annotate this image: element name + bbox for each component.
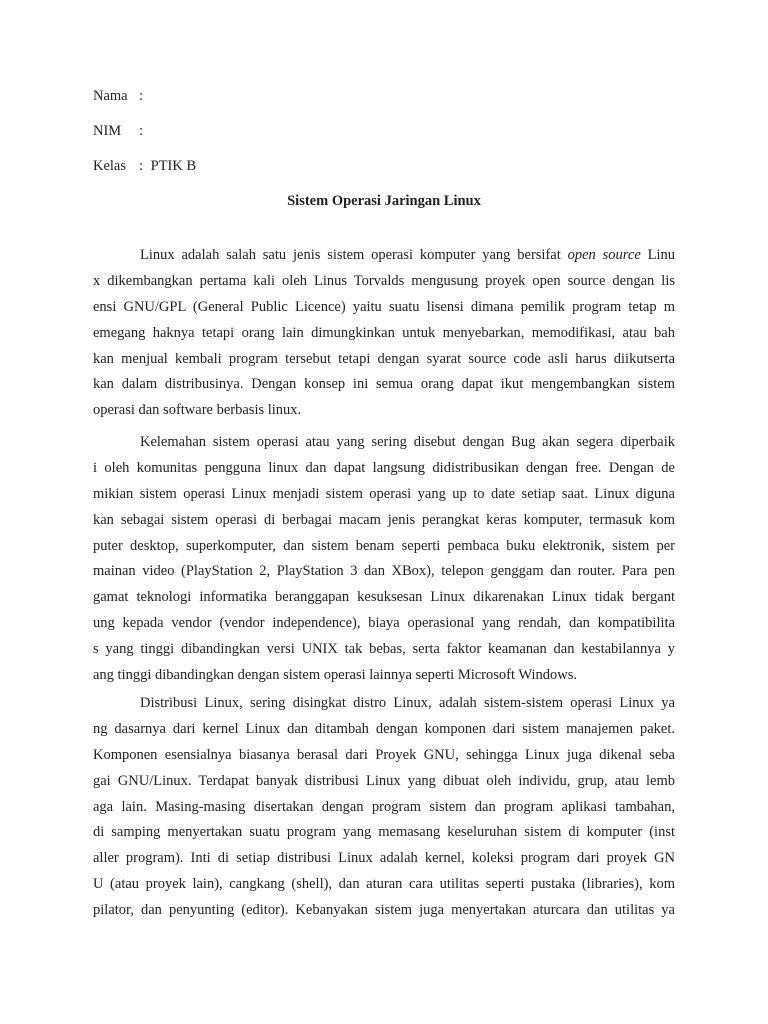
- paragraph-line: ng dasarnya dari kernel Linux dan ditambah dengan komponen dari sistem manajemen paket.: [93, 720, 675, 737]
- paragraph-line: s yang tinggi dibandingkan versi UNIX tak bebas, serta faktor keamanan dan kestabilannya y: [93, 641, 675, 658]
- paragraph-3: [93, 691, 675, 924]
- paragraph-line: Komponen esensialnya biasanya berasal dari Proyek GNU, sehingga Linux juga dikenal seba: [93, 746, 675, 763]
- nim-label: NIM: [93, 123, 122, 139]
- text-run: Linux adalah salah satu jenis sistem operasi komputer yang bersifat: [140, 247, 568, 263]
- paragraph-line: gai GNU/Linux. Terdapat banyak distribusi Linux yang dibuat oleh individu, grup, atau lemb: [93, 772, 675, 789]
- nim-field: [93, 121, 147, 141]
- text-run: Linu: [640, 247, 675, 263]
- paragraph-line: mainan video (PlayStation 2, PlayStation 3 dan XBox), telepon genggam dan router. Para pen: [93, 563, 675, 580]
- paragraph-line: Distribusi Linux, sering disingkat distro Linux, adalah sistem-sistem operasi Linux ya: [140, 695, 675, 711]
- paragraph-line: ung kepada vendor (vendor independence), biaya operasional yang rendah, dan kompatibilita: [93, 615, 675, 632]
- paragraph-line: gamat teknologi informatika beranggapan kesuksesan Linux dikarenakan Linux tidak bergant: [93, 589, 675, 606]
- kelas-field: [93, 156, 196, 176]
- nama-label: Nama: [93, 88, 128, 104]
- kelas-label: Kelas: [93, 158, 127, 174]
- italic-text: open source: [567, 247, 641, 263]
- paragraph-line: ensi GNU/GPL (General Public Licence) yaitu suatu lisensi dimana pemilik program tetap m: [93, 298, 675, 315]
- paragraph-line: i oleh komunitas pengguna linux dan dapat langsung didistribusikan dengan free. Dengan de: [93, 459, 675, 476]
- nim-colon: :: [139, 123, 144, 139]
- paragraph-line: operasi dan software berbasis linux.: [93, 402, 302, 419]
- paragraph-line: aga lain. Masing-masing disertakan dengan program sistem dan program aplikasi tambahan,: [93, 798, 675, 815]
- document-title: Sistem Operasi Jaringan Linux: [287, 193, 481, 209]
- paragraph-line: kan menjual kembali program tersebut tetapi dengan syarat source code asli harus diikutserta: [93, 350, 675, 367]
- paragraph-line: aller program). Inti di setiap distribusi Linux adalah kernel, koleksi program dari proyek GN: [93, 850, 675, 867]
- paragraph-line: di samping menyertakan suatu program yang memasang keseluruhan sistem di komputer (inst: [93, 824, 675, 841]
- paragraph-line: x dikembangkan pertama kali oleh Linus Torvalds mengusung proyek open source dengan lis: [93, 272, 675, 289]
- paragraph-line: puter desktop, superkomputer, dan sistem benam seperti pembaca buku elektronik, sistem per: [93, 537, 675, 554]
- paragraph-line: ang tinggi dibandingkan dengan sistem operasi lainnya seperti Microsoft Windows.: [93, 667, 578, 684]
- kelas-colon: :: [139, 158, 144, 174]
- kelas-value: PTIK B: [150, 158, 197, 174]
- paragraph-line: Kelemahan sistem operasi atau yang sering disebut dengan Bug akan segera diperbaik: [140, 434, 675, 450]
- paragraph-line: U (atau proyek lain), cangkang (shell), dan aturan cara utilitas seperti pustaka (libraries), kom: [93, 876, 675, 893]
- paragraph-line: [93, 243, 675, 269]
- paragraph-line: mikian sistem operasi Linux menjadi sistem operasi yang up to date setiap saat. Linux diguna: [93, 485, 675, 502]
- paragraph-1: [93, 243, 675, 424]
- paragraph-line: emegang haknya tetapi orang lain dimungkinkan untuk menyebarkan, memodifikasi, atau bah: [93, 324, 675, 341]
- paragraph-line: kan sebagai sistem operasi di berbagai macam jenis perangkat keras komputer, termasuk kom: [93, 511, 675, 528]
- nama-field: [93, 86, 147, 106]
- paragraph-2: [93, 430, 675, 689]
- paragraph-line: kan dalam distribusinya. Dengan konsep ini semua orang dapat ikut mengembangkan sistem: [93, 376, 675, 393]
- nama-colon: :: [139, 88, 144, 104]
- paragraph-line: pilator, dan penyunting (editor). Kebanyakan sistem juga menyertakan aturcara dan utilitas ya: [93, 902, 675, 919]
